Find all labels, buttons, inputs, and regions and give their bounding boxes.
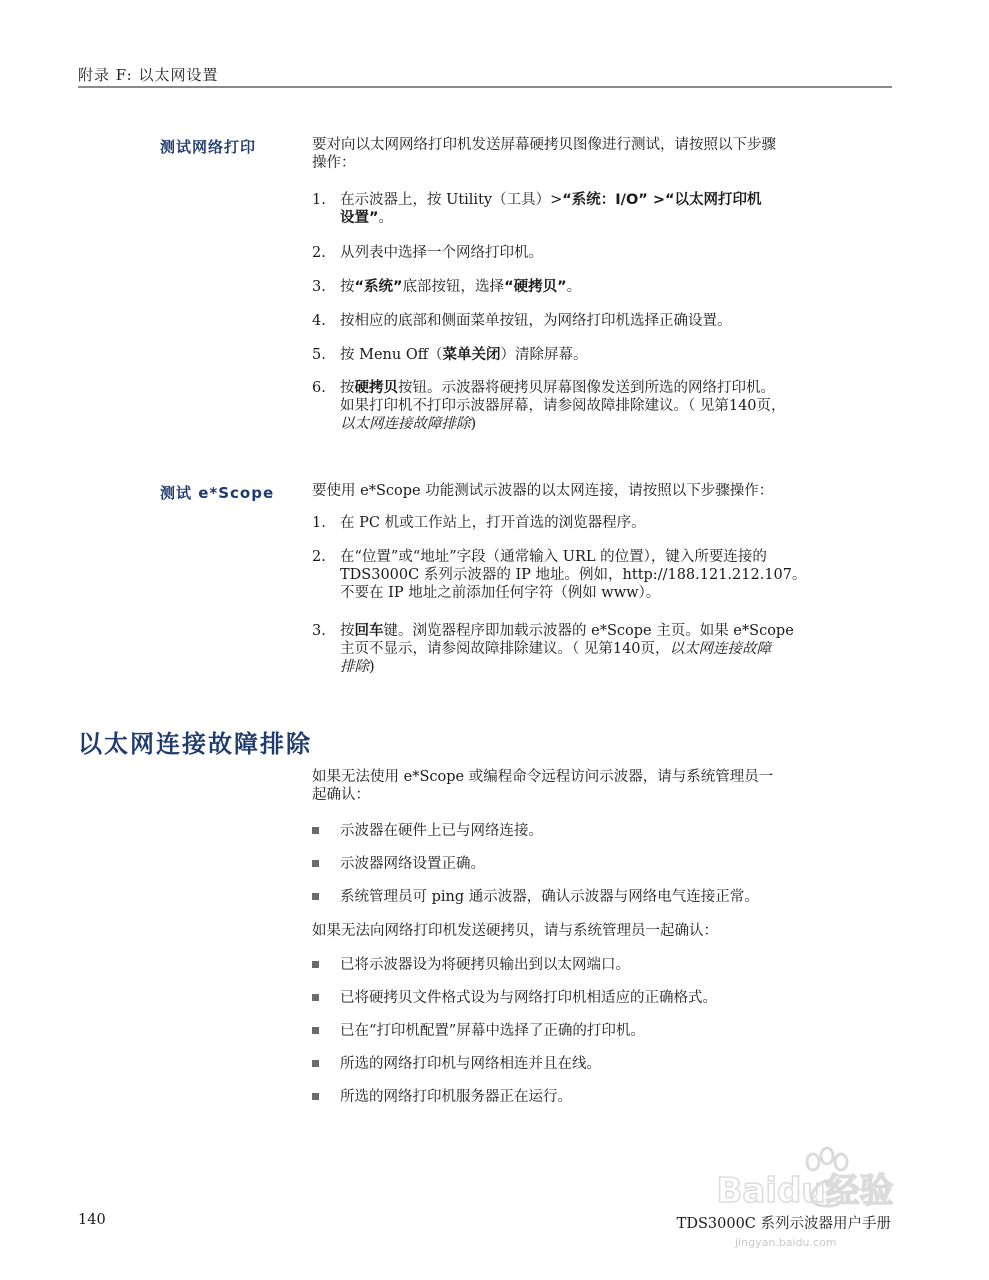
troubleshoot-intro [312, 768, 894, 804]
step-number: 3. [312, 279, 326, 295]
cross-reference: 排除 [340, 659, 369, 675]
step-text: 按 [340, 623, 355, 639]
list-item-text: 系统管理员可 ping 通示波器，确认示波器与网络电气连接正常。 [340, 889, 759, 905]
intro-line: 起确认： [312, 787, 370, 803]
step-text: 。 [566, 279, 582, 295]
bullet-square-icon [312, 961, 319, 968]
menu-label: “系统” [354, 279, 403, 295]
print-test-intro [312, 136, 894, 172]
step-text: ）清除屏幕。 [500, 347, 588, 363]
step-text: 在 PC 机或工作站上，打开首选的浏览器程序。 [340, 515, 646, 531]
manual-title: TDS3000C 系列示波器用户手册 [676, 1216, 891, 1232]
cross-reference: 以太网连接故障排除 [340, 416, 471, 432]
running-header: 附录 F: 以太网设置 [78, 66, 219, 84]
list-item-text: 已在“打印机配置”屏幕中选择了正确的打印机。 [340, 1023, 645, 1039]
print-test-heading: 测试网络打印 [160, 138, 257, 156]
menu-label: “硬拷贝” [504, 279, 567, 295]
menu-path: “系统：I/O” >“以太网打印机 [562, 192, 762, 208]
step-text: 按相应的底部和侧面菜单按钮，为网络打印机选择正确设置。 [340, 313, 732, 329]
section-title: 以太网连接故障排除 [78, 730, 312, 758]
step-number: 1. [312, 192, 326, 208]
list-item-text: 示波器网络设置正确。 [340, 856, 485, 872]
cross-reference: 以太网连接故障 [669, 641, 772, 657]
button-label: 硬拷贝 [354, 380, 398, 396]
step-number: 2. [312, 245, 326, 261]
header-divider [78, 86, 892, 88]
step-number: 4. [312, 313, 326, 329]
step-text: ) [470, 416, 477, 432]
menu-label: 菜单关闭 [442, 347, 501, 363]
list-item-text: 已将示波器设为将硬拷贝输出到以太网端口。 [340, 957, 630, 973]
step-text: 按 [340, 279, 355, 295]
step-number: 3. [312, 623, 326, 639]
baidu-jingyan-watermark [705, 1140, 905, 1250]
bullet-square-icon [312, 1093, 319, 1100]
intro-line: 要对向以太网网络打印机发送屏幕硬拷贝图像进行测试，请按照以下步骤 [312, 137, 776, 153]
step-text: 从列表中选择一个网络打印机。 [340, 245, 543, 261]
escope-test-heading: 测试 e*Scope [160, 484, 275, 502]
escope-test-intro: 要使用 e*Scope 功能测试示波器的以太网连接，请按照以下步骤操作： [312, 483, 774, 499]
step-text: 不要在 IP 地址之前添加任何字符（例如 www）。 [340, 585, 661, 601]
bullet-square-icon [312, 860, 319, 867]
list-item-text: 示波器在硬件上已与网络连接。 [340, 823, 543, 839]
bullet-square-icon [312, 893, 319, 900]
step-text: 按钮。示波器将硬拷贝屏幕图像发送到所选的网络打印机。 [398, 380, 775, 396]
step-text: 按 [340, 380, 355, 396]
list-item-text: 所选的网络打印机服务器正在运行。 [340, 1089, 572, 1105]
step-text: 在“位置”或“地址”字段（通常输入 URL 的位置），键入所要连接的 [340, 549, 767, 565]
step-number: 2. [312, 549, 326, 565]
troubleshoot-intro-2: 如果无法向网络打印机发送硬拷贝，请与系统管理员一起确认： [312, 923, 718, 939]
page-number: 140 [78, 1212, 106, 1228]
bullet-square-icon [312, 1060, 319, 1067]
step-text: 底部按钮，选择 [402, 279, 505, 295]
intro-line: 操作： [312, 155, 356, 171]
list-item-text: 所选的网络打印机与网络相连并且在线。 [340, 1056, 601, 1072]
step-text: TDS3000C 系列示波器的 IP 地址。例如，http://188.121.212.107。 [340, 567, 807, 583]
step-text: ) [369, 659, 375, 675]
watermark-logo-text: Baidu经验 [716, 1171, 894, 1211]
step-number: 1. [312, 515, 326, 531]
step-text: 键。浏览器程序即加载示波器的 e*Scope 主页。如果 e*Scope [383, 623, 794, 639]
bullet-square-icon [312, 994, 319, 1001]
step-text: 如果打印机不打印示波器屏幕，请参阅故障排除建议。（ 见第140页， [340, 398, 786, 414]
list-item-text: 已将硬拷贝文件格式设为与网络打印机相适应的正确格式。 [340, 990, 717, 1006]
step-text: 。 [378, 210, 394, 226]
step-number: 6. [312, 380, 326, 396]
bullet-square-icon [312, 1027, 319, 1034]
step-number: 5. [312, 347, 326, 363]
step-text: 按 Menu Off（ [340, 347, 443, 363]
step-text: 主页不显示，请参阅故障排除建议。（ 见第140页， [340, 641, 670, 657]
key-label: 回车 [354, 623, 384, 639]
menu-path: 设置” [340, 210, 379, 226]
bullet-square-icon [312, 827, 319, 834]
intro-line: 如果无法使用 e*Scope 或编程命令远程访问示波器，请与系统管理员一 [312, 769, 774, 785]
step-text: 在示波器上，按 Utility（工具）> [340, 192, 563, 208]
watermark-url: jingyan.baidu.com [735, 1236, 837, 1249]
